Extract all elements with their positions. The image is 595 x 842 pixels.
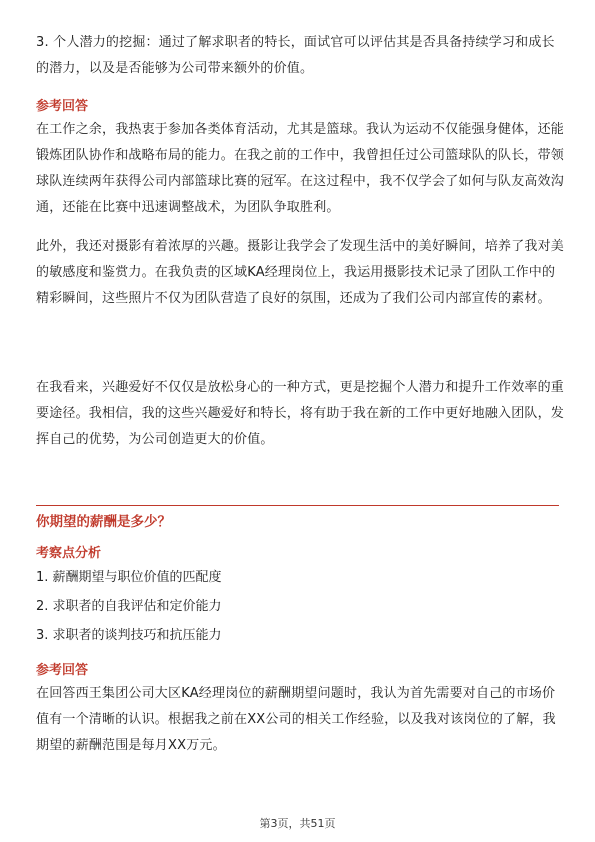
answer-paragraph-salary: 在回答西王集团公司大区KA经理岗位的薪酬期望问题时，我认为首先需要对自己的市场价值有一个清晰的认识。根据我之前在XX公司的相关工作经验，以及我对该岗位的了解，我期望的薪酬范围是每月XX万元。 [36, 686, 556, 753]
answer-paragraph-1: 在工作之余，我热衷于参加各类体育活动，尤其是篮球。我认为运动不仅能强身健体，还能锻炼团队协作和战略布局的能力。在我之前的工作中，我曾担任过公司篮球队的队长，带领球队连续两年获得公司内部篮球比赛的冠军。在这过程中，我不仅学会了如何与队友高效沟通，还能在比赛中迅速调整战术，为团队争取胜利。 [36, 122, 565, 215]
page-number: 第3页，共51页 [259, 817, 336, 830]
answer-paragraph-2: 此外，我还对摄影有着浓厚的兴趣。摄影让我学会了发现生活中的美好瞬间，培养了我对美的敏感度和鉴赏力。在我负责的区域KA经理岗位上，我运用摄影技术记录了团队工作中的精彩瞬间，这些照片不仅为团队营造了良好的氛围，还成为了我们公司内部宣传的素材。 [36, 239, 565, 306]
analysis-item: 3. 求职者的谈判技巧和抗压能力 [36, 628, 222, 643]
answer-paragraph-3: 在我看来，兴趣爱好不仅仅是放松身心的一种方式，更是挖掘个人潜力和提升工作效率的重要途径。我相信，我的这些兴趣爱好和特长，将有助于我在新的工作中更好地融入团队，发挥自己的优势，为公司创造更大的价值。 [36, 380, 565, 447]
analysis-heading: 考察点分析 [36, 546, 102, 561]
analysis-item: 1. 薪酬期望与职位价值的匹配度 [36, 570, 222, 585]
reference-answer-heading: 参考回答 [36, 99, 89, 114]
section-divider [36, 505, 559, 506]
item-3-text: 3. 个人潜力的挖掘：通过了解求职者的特长，面试官可以评估其是否具备持续学习和成长的潜力，以及是否能够为公司带来额外的价值。 [36, 35, 555, 76]
analysis-item: 2. 求职者的自我评估和定价能力 [36, 599, 222, 614]
question-title: 你期望的薪酬是多少？ [36, 514, 171, 530]
reference-answer-heading-2: 参考回答 [36, 663, 89, 678]
